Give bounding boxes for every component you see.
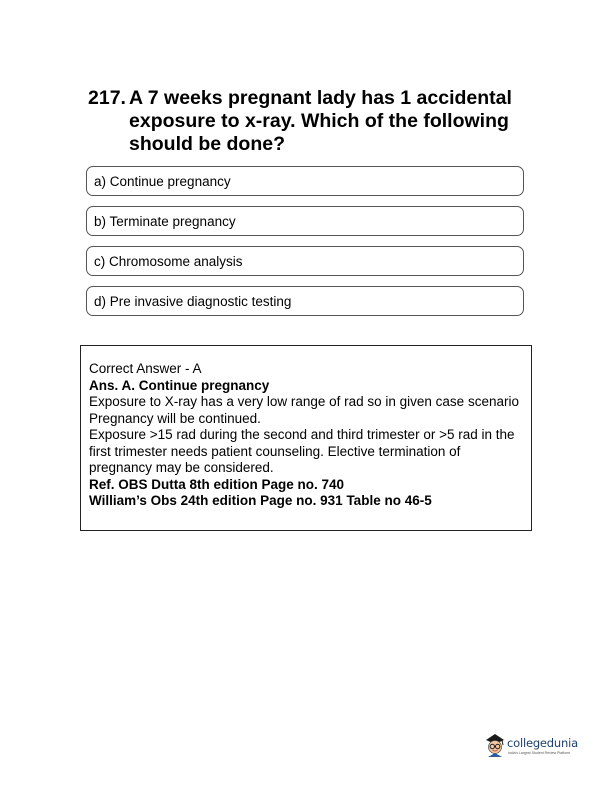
option-d[interactable]: d) Pre invasive diagnostic testing	[86, 286, 524, 316]
reference-1: Ref. OBS Dutta 8th edition Page no. 740	[89, 476, 345, 492]
question-text: A 7 weeks pregnant lady has 1 accidental exposure to x-ray. Which of the following should be done?	[129, 87, 512, 155]
mascot-icon	[483, 731, 507, 759]
option-b[interactable]: b) Terminate pregnancy	[86, 206, 524, 236]
correct-answer: Correct Answer - A	[89, 361, 202, 376]
explanation-1: Exposure to X-ray has a very low range of rad so in given case scenario Pregnancy will be continued.	[89, 394, 519, 426]
explanation-2: Exposure >15 rad during the second and third trimester or >5 rad in the first trimester needs patient counseling. Elective termination of pregnancy may be considered.	[89, 427, 515, 475]
option-a[interactable]: a) Continue pregnancy	[86, 166, 524, 196]
reference-2: William’s Obs 24th edition Page no. 931 Table no 46-5	[89, 493, 432, 508]
collegedunia-logo	[483, 730, 583, 760]
question	[88, 87, 538, 156]
logo-text: collegedunia	[507, 736, 578, 750]
question-number: 217.	[88, 87, 126, 109]
option-c[interactable]: c) Chromosome analysis	[86, 246, 524, 276]
logo-tagline: India's Largest Student Review Platform	[508, 751, 571, 755]
answer-box	[80, 345, 532, 531]
answer-title: Ans. A. Continue pregnancy	[89, 377, 270, 393]
